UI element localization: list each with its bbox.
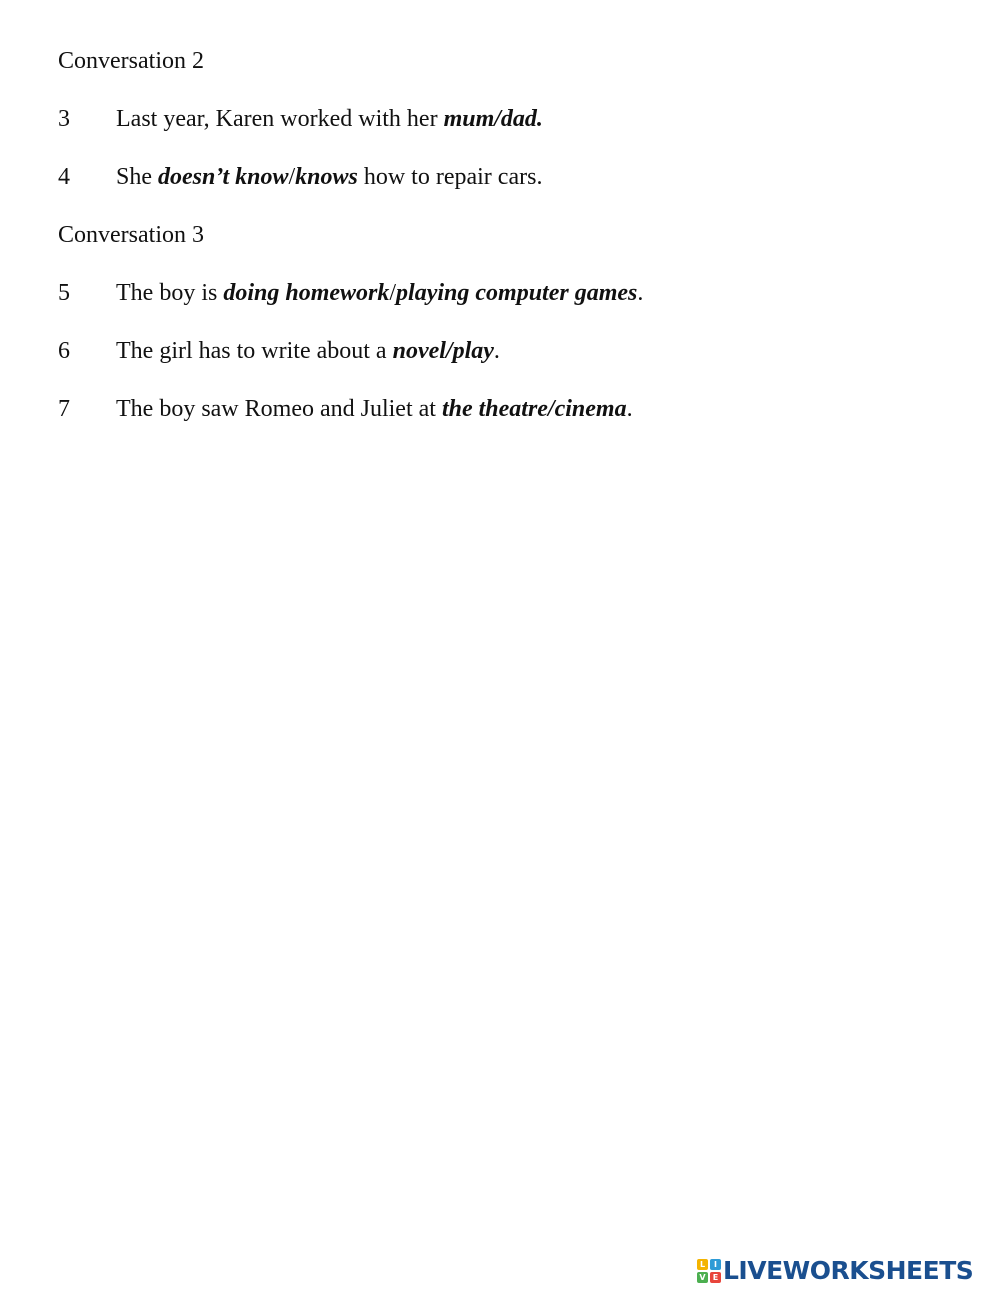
- logo-mark-tile: V: [697, 1272, 708, 1283]
- sentence-text: The boy is: [116, 280, 224, 306]
- sentence-text: .: [637, 280, 644, 306]
- answer-choice[interactable]: the theatre/cinema: [441, 396, 627, 422]
- question-number: 4: [58, 164, 70, 190]
- answer-choice[interactable]: novel/play: [392, 338, 494, 364]
- question-sentence: [116, 160, 542, 194]
- question-number: 5: [58, 280, 70, 306]
- question-sentence: [116, 392, 633, 426]
- logo-mark-tile: E: [710, 1272, 721, 1283]
- sentence-text: The boy saw Romeo and Juliet at: [116, 396, 442, 422]
- sentence-text: She: [116, 164, 158, 190]
- section-heading-conversation-3: Conversation 3: [58, 222, 204, 248]
- logo-mark-tile: L: [697, 1259, 708, 1270]
- answer-choice[interactable]: doing homework: [223, 280, 390, 306]
- question-sentence: [116, 276, 643, 310]
- answer-choice[interactable]: playing computer games: [396, 280, 638, 306]
- sentence-text: The girl has to write about a: [116, 338, 393, 364]
- choice-separator: /: [288, 164, 296, 190]
- answer-choice[interactable]: doesn’t know: [158, 164, 289, 190]
- logo-mark-tile: I: [710, 1259, 721, 1270]
- question-number: 3: [58, 106, 70, 132]
- question-sentence: [116, 334, 500, 368]
- sentence-text: .: [626, 396, 633, 422]
- section-heading-conversation-2: Conversation 2: [58, 48, 204, 74]
- logo-text: LIVEWORKSHEETS: [723, 1256, 974, 1285]
- question-number: 7: [58, 396, 70, 422]
- choice-separator: /: [389, 280, 397, 306]
- logo-mark-icon: [697, 1259, 721, 1283]
- question-sentence: [116, 102, 543, 136]
- answer-choice[interactable]: mum/dad.: [443, 106, 543, 132]
- question-number: 6: [58, 338, 70, 364]
- sentence-text: how to repair cars.: [357, 164, 543, 190]
- answer-choice[interactable]: knows: [295, 164, 358, 190]
- liveworksheets-logo: [697, 1254, 973, 1288]
- sentence-text: Last year, Karen worked with her: [116, 106, 444, 132]
- sentence-text: .: [493, 338, 500, 364]
